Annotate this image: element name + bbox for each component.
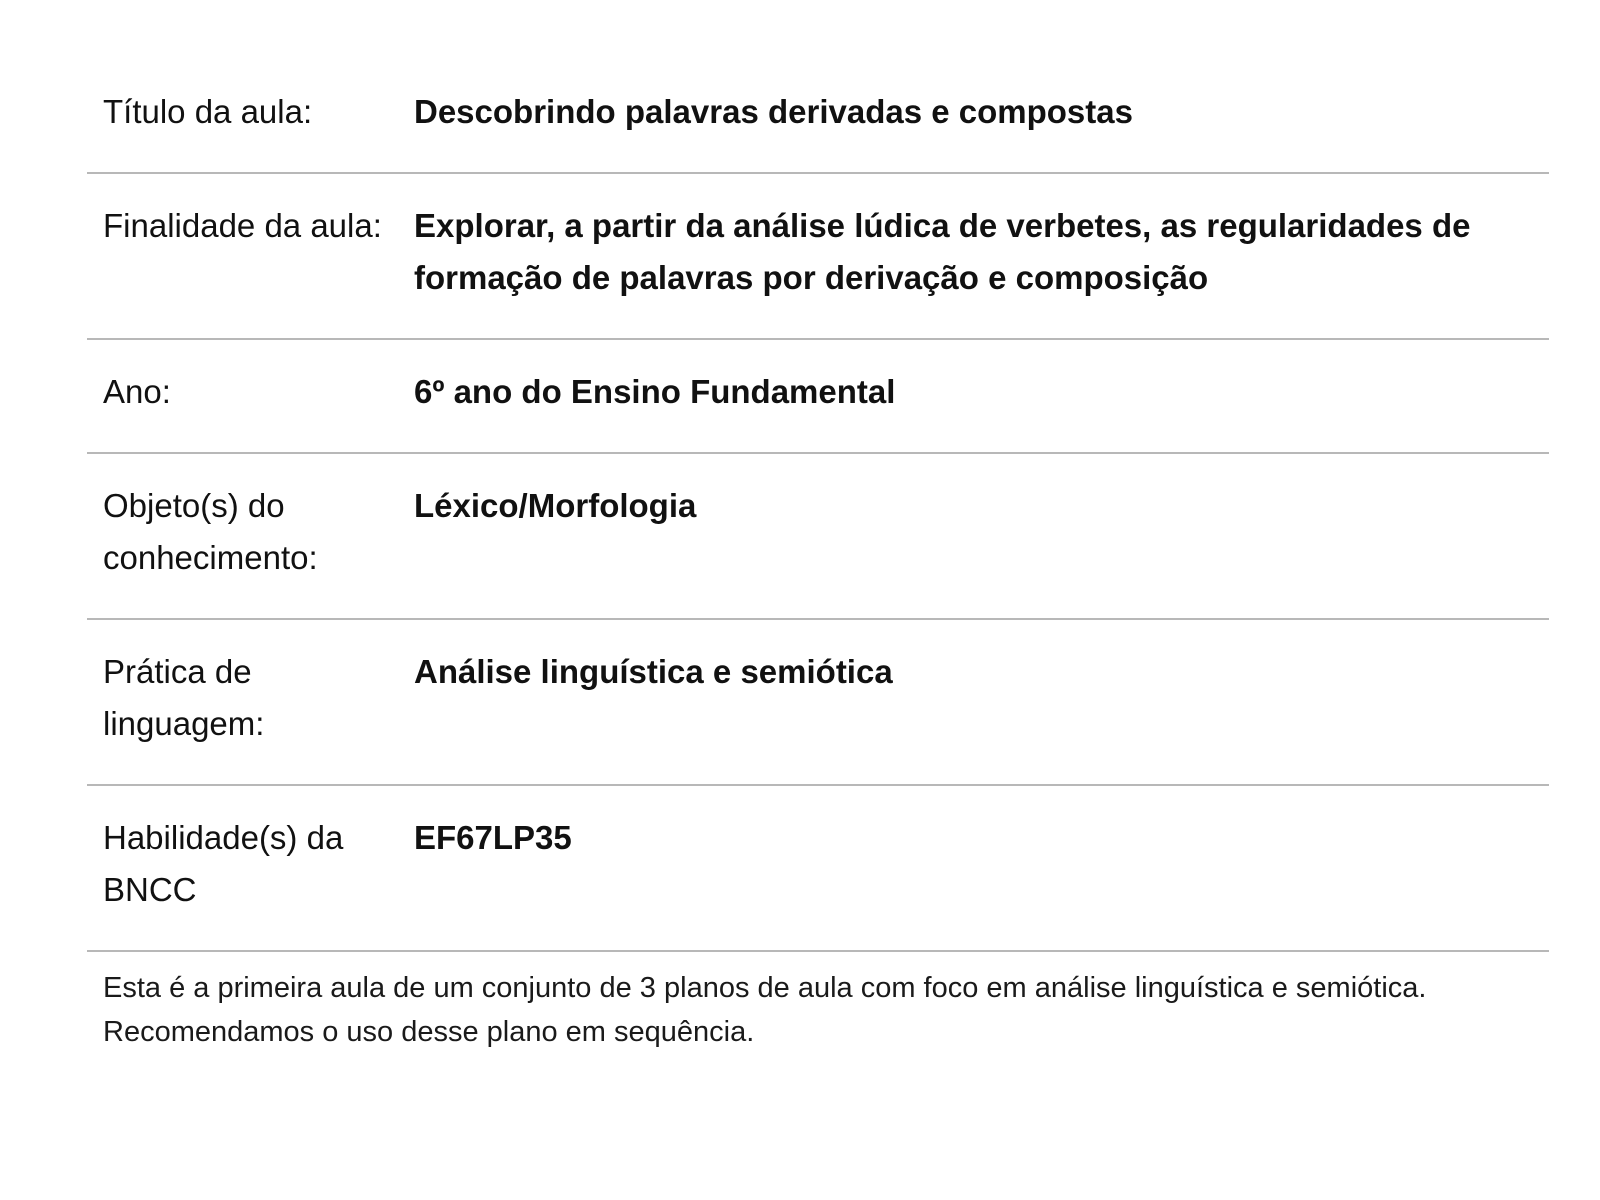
- row-value: Análise linguística e semiótica: [414, 653, 893, 690]
- row-objeto: [87, 454, 1549, 620]
- row-habilidade: [87, 786, 1549, 952]
- sequence-note: Esta é a primeira aula de um conjunto de 3 planos de aula com foco em análise linguística e semiótica. Recomendamos o uso desse plano em sequência.: [103, 972, 1427, 1048]
- row-ano: [87, 340, 1549, 454]
- row-label: Objeto(s) do conhecimento:: [103, 487, 318, 576]
- row-value: Descobrindo palavras derivadas e compostas: [414, 93, 1133, 130]
- row-label: Habilidade(s) da BNCC: [103, 819, 344, 908]
- row-value: EF67LP35: [414, 819, 572, 856]
- row-label: Ano:: [103, 373, 171, 410]
- row-value: 6º ano do Ensino Fundamental: [414, 373, 896, 410]
- row-titulo: [87, 58, 1549, 174]
- row-pratica: [87, 620, 1549, 786]
- row-value: Léxico/Morfologia: [414, 487, 697, 524]
- row-value: Explorar, a partir da análise lúdica de verbetes, as regularidades de formação de palavras por derivação e composição: [414, 207, 1471, 296]
- row-label: Prática de linguagem:: [103, 653, 265, 742]
- row-label: Título da aula:: [103, 93, 313, 130]
- row-label: Finalidade da aula:: [103, 207, 382, 244]
- lesson-info-table: [87, 58, 1549, 1054]
- row-finalidade: [87, 174, 1549, 340]
